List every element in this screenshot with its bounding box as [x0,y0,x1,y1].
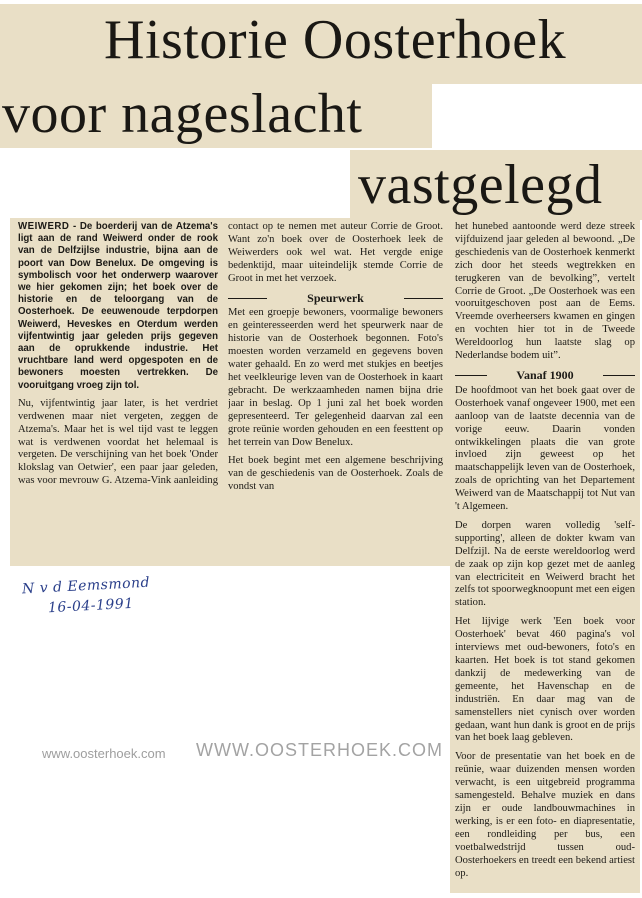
article-paragraph: De hoofdmoot van het boek gaat over de Oosterhoek vanaf ongeveer 1900, met een aanloop van de laatste decennia van de vorige eeuw. Daarin vonden ontwikkelingen plaats die van grote invloed zijn geweest op het maatschappelijk leven van de Oosterhoek, zoals de oprichting van het Departement Weiwerd van de Maatschappij tot Nut van 't Algemeen. [455,384,635,513]
article-paragraph: Het boek begint met een algemene beschrijving van de geschiedenis van de Oosterhoek. Zoals de vondst van [228,455,443,493]
article-paragraph: Nu, vijfentwintig jaar later, is het verdriet verdwenen maar niet vergeten, zeggen de Atzema's. Maar het is wel tijd vast te leggen wat is verdwenen voordat het helemaal is vergeten. De verschijning van het boek 'Onder klokslag van Oetwier', een paar jaar geleden, was voor mevrouw G. Atzema-Vink aanleiding [18,397,218,487]
article-paragraph: Het lijvige werk 'Een boek voor Oosterhoek' bevat 460 pagina's vol interviews met oud-bewoners, foto's en kaarten. Het boek is tot stand gekomen dankzij de medewerking van de gemeente, het Havenschap en de industriën. En daar mag van de samenstellers niet cynisch over worden gedaan, want hun dank is groot en de prijs van het boek laag gebleven. [455,616,635,744]
article-paragraph: het hunebed aantoonde werd deze streek vijfduizend jaar geleden al bewoond. „De geschiedenis van de Oosterhoek kenmerkt zich door het steeds wegtrekken en terugkeren van de bevolking”, vertelt Corrie de Groot. „De Oosterhoek was een vooruitgeschoven post aan de Eems. Vreemde overheersers kwamen en gingen en vochten hier tot in de Tweede Wereldoorlog hun laatste slag op Nederlandse bodem uit”. [455,221,635,362]
article-column-1 [18,221,218,561]
article-paragraph: Met een groepje bewoners, voormalige bewoners en geinteresseerden werd het speurwerk naar de historie van de Oosterhoek begonnen. Foto's moesten worden verzameld en gegevens boven water gehaald. En zo werd met stukjes en beetjes het veelkleurige leven van de Oosterhoek in kaart gebracht. De werkzaamheden namen bijna drie jaar in beslag. Op 1 juni zal het boek worden gepresenteerd. Ter gelegenheid daarvan zal een grote reünie worden gehouden en een feesttent op het terrein van Dow Benelux. [228,307,443,448]
article-paragraph: Voor de presentatie van het boek en de reünie, waar duizenden mensen worden verwacht, is een uitgebreid programma samengesteld. Behalve muziek en dans zijn er oude landbouwmachines in werking, is er een foto- en diapresentatie, een rondleiding per bus, een voetbalwedstrijd tussen oud-Oosterhoekers en treedt een bekend artiest op. [455,751,635,879]
watermark-large: WWW.OOSTERHOEK.COM [196,740,443,760]
headline-line-3: vastgelegd [358,154,603,216]
article-column-3 [455,221,635,889]
subhead-speurwerk: Speurwerk [228,292,443,305]
headline-line-1: Historie Oosterhoek [104,9,567,71]
article-paragraph: contact op te nemen met auteur Corrie de Groot. Want zo'n boek over de Oosterhoek leek de Weiwerders ook wel wat. Het vergde enige bedenktijd, maar uiteindelijk stemde Corrie de Groot in met het verzoek. [228,221,443,284]
article-lead [18,221,218,392]
handwritten-source: N v d Eemsmond [21,574,151,598]
lead-text: - De boerderij van de Atzema's ligt aan de rand Weiwerd onder de rook van de Delfzijlse industrie, bijna aan de poort van Dow Benelux. De omgeving is symbolisch voor het onderwerp waarover we hier gekomen zijn; het boek over de historie en de teloorgang van de Oosterhoek. De eeuwenoude terpdorpen Weiwerd, Heveskes en Oterdum werden vijfentwintig jaar geleden prijs gegeven aan de oprukkende industrie. Het vruchtbare land werd opgespoten en de bewoners moesten vertrekken. De vooruitgang vroeg zijn tol. [18,221,218,391]
lead-place: WEIWERD [18,221,70,232]
article-paragraph: De dorpen waren volledig 'self-supporting', alleen de dokter kwam van Delfzijl. Na de eerste wereldoorlog werd de zaak op zijn kop gezet met de aanleg van electriciteit en Weiwerd bracht het zelfs tot spoorwegknoopunt met een eigen station. [455,519,635,609]
handwritten-date: 16-04-1991 [47,595,135,617]
headline-line-2: voor nageslacht [2,83,363,145]
subhead-vanaf-1900: Vanaf 1900 [455,369,635,382]
article-column-2 [228,221,443,561]
watermark-small: www.oosterhoek.com [42,746,166,761]
